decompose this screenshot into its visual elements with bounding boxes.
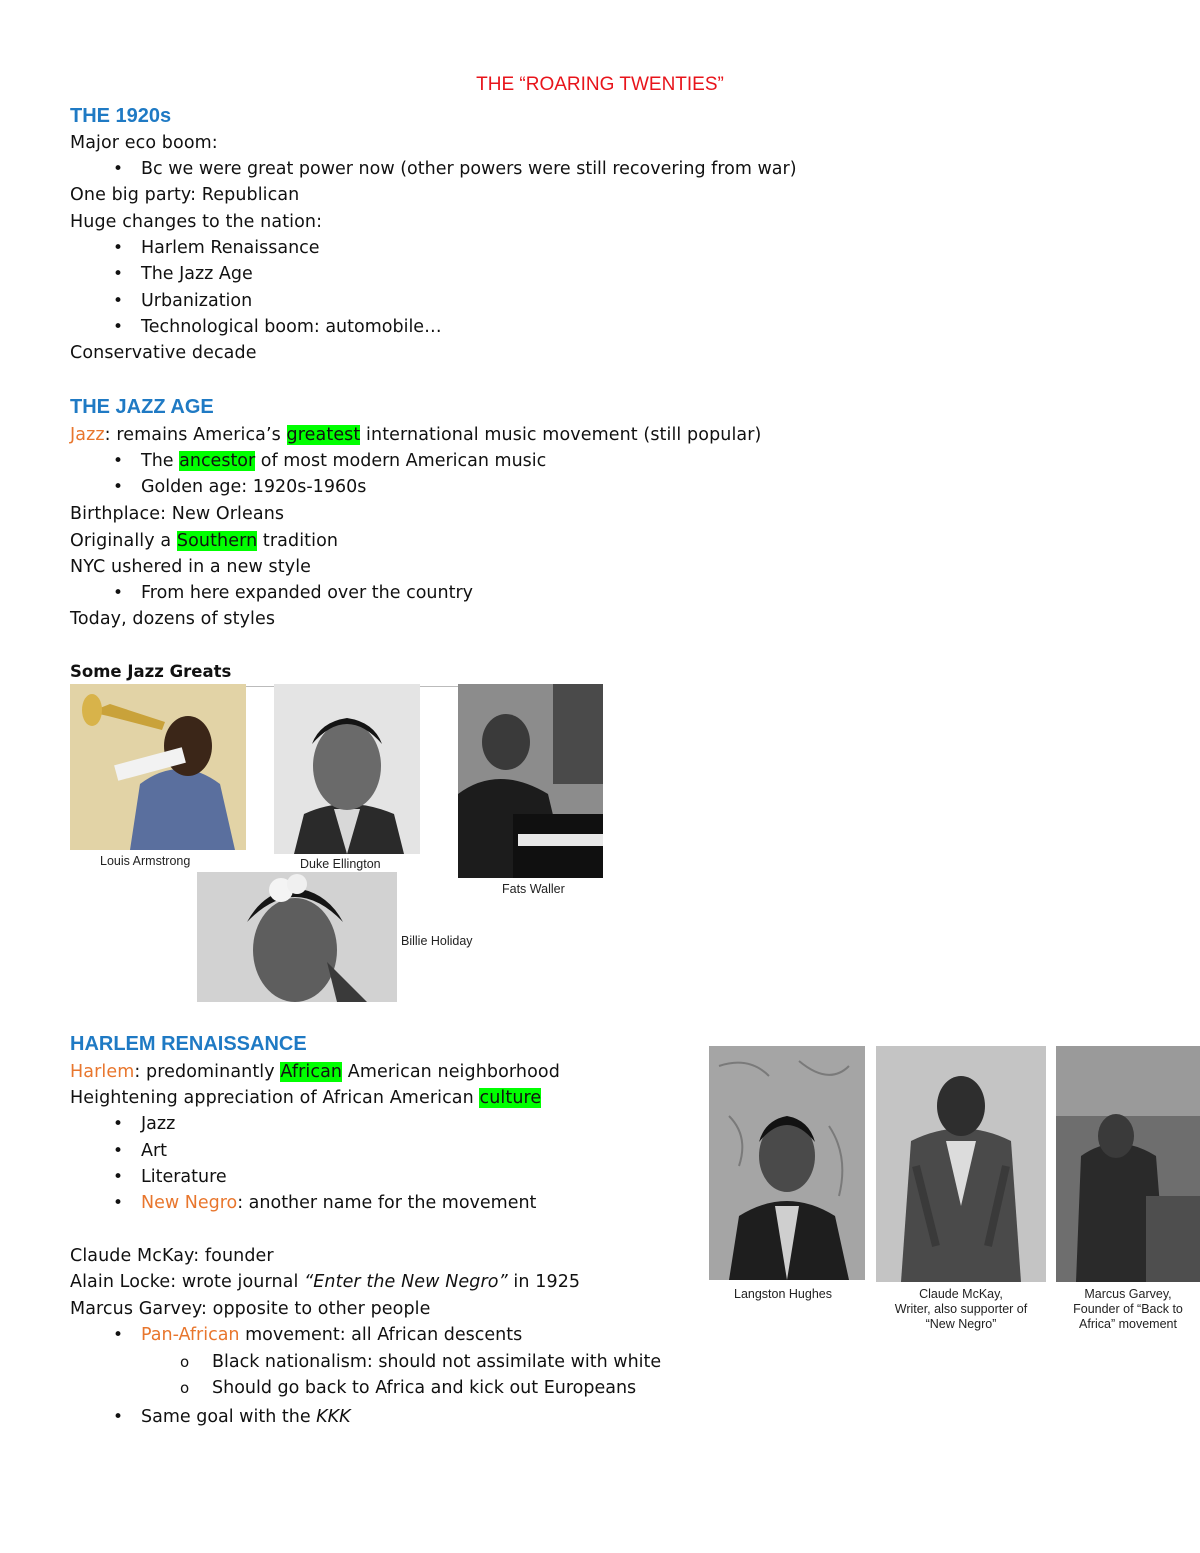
portrait-man-icon: [709, 1046, 865, 1280]
bullet-icon: •: [113, 264, 124, 284]
bullet-text: The Jazz Age: [141, 264, 253, 284]
text-line: Huge changes to the nation:: [70, 212, 323, 232]
bullet-text: Literature: [141, 1167, 227, 1187]
text-fragment: : another name for the movement: [237, 1193, 537, 1213]
bullet-text: Jazz: [141, 1114, 176, 1134]
photo-billie-holiday: [197, 872, 397, 1002]
sub-bullet-text: Black nationalism: should not assimilate with white: [212, 1352, 662, 1372]
portrait-man-seated-icon: [1056, 1046, 1200, 1282]
text-fragment: Originally a: [70, 531, 177, 551]
photo-louis-armstrong: [70, 684, 246, 850]
section-heading-jazz-age: THE JAZZ AGE: [70, 396, 214, 418]
photo-marcus-garvey: [1056, 1046, 1200, 1282]
text-fragment: The: [141, 451, 180, 471]
caption-garvey: [1056, 1287, 1200, 1332]
photo-fats-waller: [458, 684, 603, 878]
bullet-icon: •: [113, 1193, 124, 1213]
caption-waller: Fats Waller: [502, 882, 565, 896]
text-fragment: of most modern American music: [255, 451, 547, 471]
section-heading-1920s: THE 1920s: [70, 105, 172, 127]
text-fragment: international music movement (still popular): [360, 425, 762, 445]
bullet-icon: •: [113, 317, 124, 337]
text-fragment: : remains America’s: [104, 425, 287, 445]
highlighted-word: African: [280, 1062, 343, 1082]
bullet-text: [141, 450, 546, 472]
text-line: Birthplace: New Orleans: [70, 504, 285, 524]
bullet-text: [141, 1324, 522, 1346]
sub-bullet-icon: o: [180, 1353, 190, 1371]
text-line: Claude McKay: founder: [70, 1246, 274, 1266]
bullet-text: Bc we were great power now (other powers were still recovering from war): [141, 159, 797, 179]
text-fragment: KKK: [316, 1407, 351, 1427]
text-line: [70, 530, 338, 552]
bullet-icon: •: [113, 291, 124, 311]
portrait-piano-icon: [458, 684, 603, 878]
section-heading-harlem-renaissance: HARLEM RENAISSANCE: [70, 1033, 307, 1055]
portrait-man-icon: [876, 1046, 1046, 1282]
text-line: Conservative decade: [70, 343, 257, 363]
bullet-text: Golden age: 1920s-1960s: [141, 477, 367, 497]
caption-armstrong: Louis Armstrong: [100, 854, 191, 868]
keyword-new-negro: New Negro: [141, 1193, 238, 1213]
photo-claude-mckay: [876, 1046, 1046, 1282]
sub-bullet-text: Should go back to Africa and kick out Europeans: [212, 1378, 637, 1398]
keyword-pan-african: Pan-African: [141, 1325, 240, 1345]
portrait-trumpet-icon: [70, 684, 246, 850]
bullet-text: Technological boom: automobile…: [141, 317, 442, 337]
bullet-icon: •: [113, 1407, 124, 1427]
bullet-text: [141, 1192, 536, 1214]
highlighted-word: culture: [479, 1088, 542, 1108]
journal-title: “Enter the New Negro”: [304, 1272, 508, 1292]
text-fragment: tradition: [257, 531, 339, 551]
text-line: [70, 1061, 560, 1083]
bullet-icon: •: [113, 477, 124, 497]
text-fragment: : predominantly: [134, 1062, 281, 1082]
divider: [420, 686, 458, 687]
bullet-icon: •: [113, 1325, 124, 1345]
bullet-text: Art: [141, 1141, 168, 1161]
highlighted-word: ancestor: [179, 451, 256, 471]
photo-langston-hughes: [709, 1046, 865, 1280]
text-line: Marcus Garvey: opposite to other people: [70, 1299, 431, 1319]
bullet-text: Harlem Renaissance: [141, 238, 320, 258]
bullet-icon: •: [113, 1114, 124, 1134]
document-title: THE “ROARING TWENTIES”: [476, 74, 724, 95]
sub-bullet-icon: o: [180, 1379, 190, 1397]
caption-line: Writer, also supporter of: [894, 1302, 1028, 1316]
text-fragment: Same goal with the: [141, 1407, 317, 1427]
caption-holiday: Billie Holiday: [401, 934, 473, 948]
photo-duke-ellington: [274, 684, 420, 854]
bullet-icon: •: [113, 1167, 124, 1187]
caption-line: Marcus Garvey,: [1084, 1287, 1172, 1301]
bullet-text: [141, 1406, 351, 1428]
text-line: [70, 1087, 541, 1109]
portrait-woman-icon: [197, 872, 397, 1002]
text-fragment: in 1925: [507, 1272, 581, 1292]
caption-line: Claude McKay,: [919, 1287, 1003, 1301]
bullet-icon: •: [113, 238, 124, 258]
text-fragment: Heightening appreciation of African American: [70, 1088, 480, 1108]
text-line: Today, dozens of styles: [70, 609, 276, 629]
portrait-man-icon: [274, 684, 420, 854]
caption-ellington: Duke Ellington: [300, 857, 381, 871]
bullet-icon: •: [113, 1141, 124, 1161]
bullet-text: Urbanization: [141, 291, 253, 311]
caption-mckay: [876, 1287, 1046, 1332]
bullet-text: From here expanded over the country: [141, 583, 473, 603]
caption-line: Founder of “Back to: [1073, 1302, 1183, 1316]
keyword-jazz: Jazz: [70, 425, 105, 445]
subheading-jazz-greats: Some Jazz Greats: [70, 662, 232, 681]
caption-line: “New Negro”: [925, 1317, 997, 1331]
text-line: One big party: Republican: [70, 185, 300, 205]
highlighted-word: Southern: [176, 531, 258, 551]
bullet-icon: •: [113, 159, 124, 179]
divider: [246, 686, 274, 687]
text-fragment: movement: all African descents: [239, 1325, 523, 1345]
keyword-harlem: Harlem: [70, 1062, 135, 1082]
caption-line: Africa” movement: [1079, 1317, 1177, 1331]
text-line: [70, 424, 761, 446]
text-fragment: Alain Locke: wrote journal: [70, 1272, 305, 1292]
caption-hughes: Langston Hughes: [734, 1287, 832, 1301]
text-fragment: American neighborhood: [342, 1062, 560, 1082]
bullet-icon: •: [113, 583, 124, 603]
text-line: Major eco boom:: [70, 133, 218, 153]
highlighted-word: greatest: [286, 425, 361, 445]
text-line: NYC ushered in a new style: [70, 557, 312, 577]
bullet-icon: •: [113, 451, 124, 471]
text-line: [70, 1271, 580, 1293]
